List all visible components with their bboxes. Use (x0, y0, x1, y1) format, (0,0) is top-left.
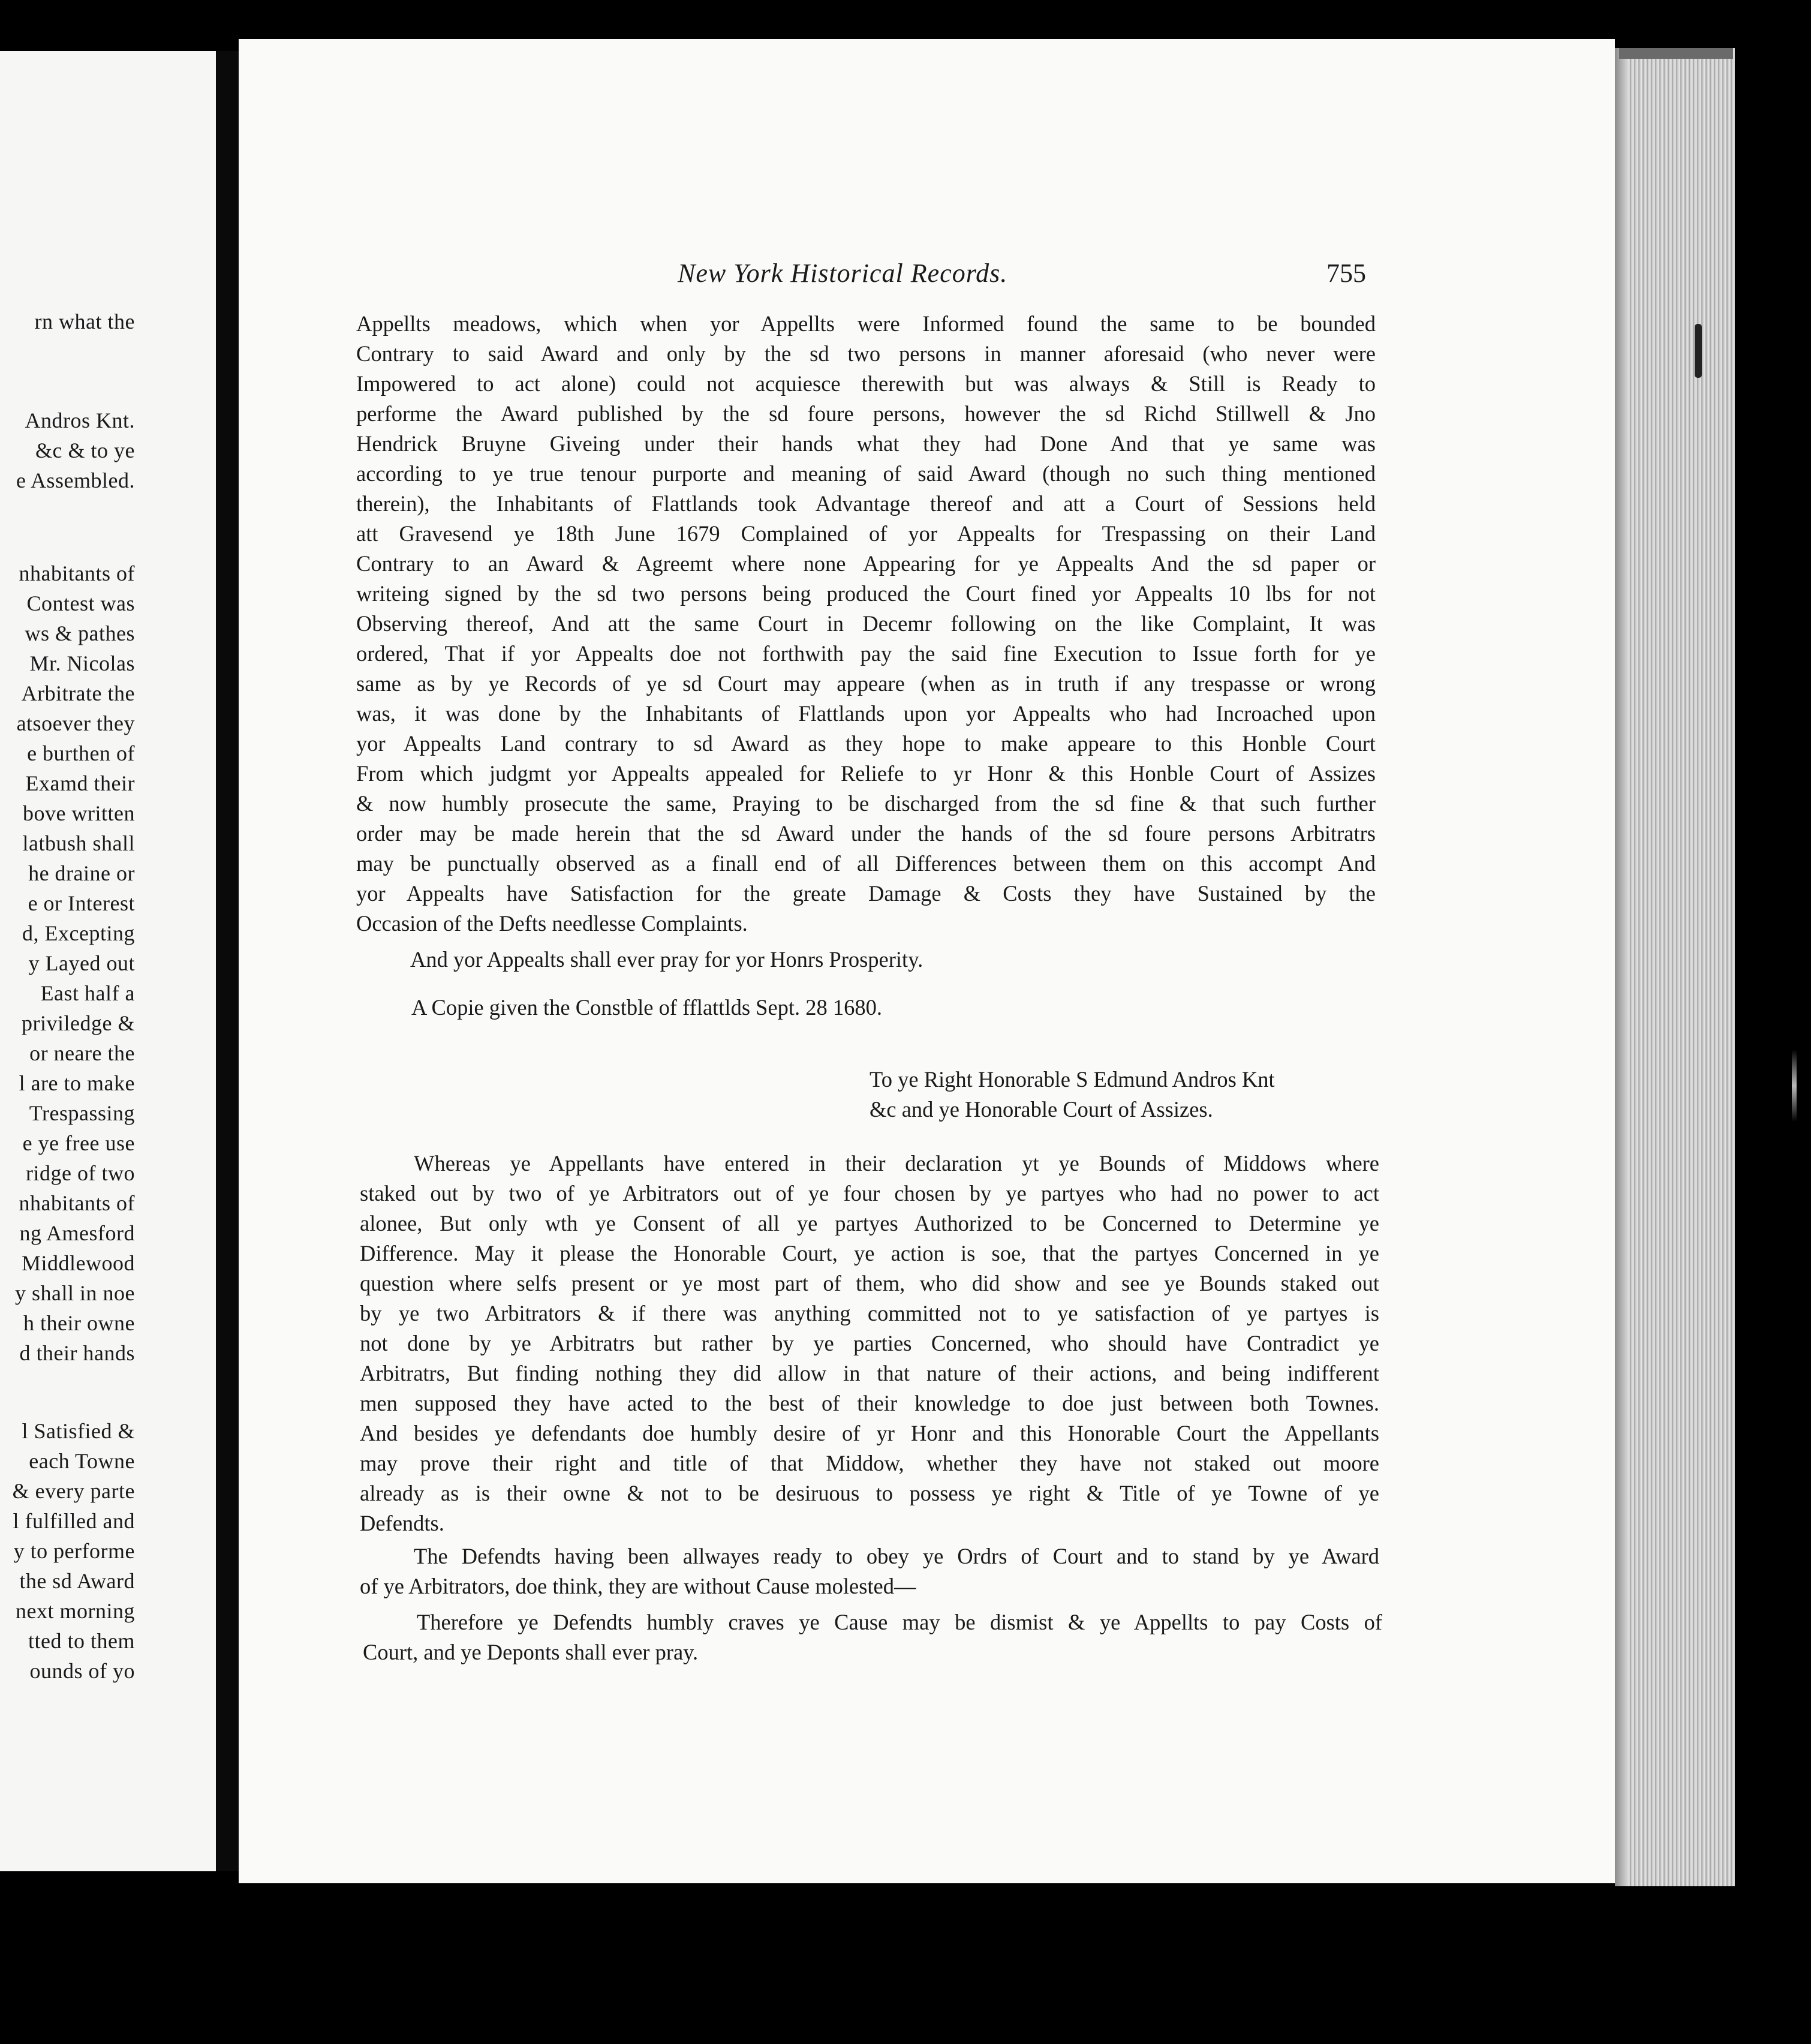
left-fragment: nhabitants of (19, 561, 135, 585)
text-line: was, it was done by the Inhabitants of Flattlands upon yor Appealts who had Incroached upon (356, 701, 1376, 726)
left-fragment: nhabitants of (19, 1191, 135, 1215)
left-fragment: he draine or (28, 861, 135, 885)
left-fragment: & every parte (12, 1479, 135, 1503)
left-fragment: Arbitrate the (21, 681, 135, 705)
text-line: Occasion of the Defts needlesse Complaints. (356, 911, 748, 936)
left-fragment: Middlewood (22, 1251, 135, 1275)
left-fragment: Trespassing (29, 1101, 135, 1125)
text-line: Observing thereof, And att the same Court in Decemr following on the like Complaint, It was (356, 611, 1376, 636)
left-fragment: e Assembled. (16, 468, 135, 492)
left-fragment: or neare the (29, 1041, 135, 1065)
left-fragment: &c & to ye (35, 438, 135, 462)
text-line: Contrary to an Award & Agreemt where none Appearing for ye Appealts And the sd paper or (356, 551, 1376, 576)
text-line: men supposed they have acted to the best of their knowledge to doe just between both Townes. (360, 1391, 1379, 1415)
text-line: Arbitratrs, But finding nothing they did allow in that nature of their actions, and being indifferent (360, 1361, 1379, 1385)
text-line: not done by ye Arbitratrs but rather by ye parties Concerned, who should have Contradict ye (360, 1331, 1379, 1355)
text-line: Impowered to act alone) could not acquiesce therewith but was always & Still is Ready to (356, 371, 1376, 396)
text-line: Whereas ye Appellants have entered in their declaration yt ye Bounds of Middows where (414, 1151, 1379, 1176)
page-edge-shadow (1615, 48, 1628, 1886)
text-line: already as is their owne & not to be desiruous to possess ye right & Title of ye Towne of ye (360, 1481, 1379, 1505)
left-fragment: bove written (23, 801, 135, 825)
left-fragment: e burthen of (27, 741, 135, 765)
text-line: order may be made herein that the sd Award under the hands of the sd foure persons Arbitratrs (356, 821, 1376, 846)
text-line: staked out by two of ye Arbitrators out of ye four chosen by ye partyes who had no power to act (360, 1181, 1379, 1206)
scan-border-mark (1792, 1050, 1797, 1122)
left-fragment: e or Interest (28, 891, 135, 915)
book-gutter (216, 51, 239, 1871)
left-fragment: Mr. Nicolas (29, 651, 135, 675)
left-fragment: tted to them (28, 1629, 135, 1653)
text-line: yor Appealts have Satisfaction for the greate Damage & Costs they have Sustained by the (356, 881, 1376, 906)
left-fragment: y to performe (13, 1539, 135, 1563)
text-line: att Gravesend ye 18th June 1679 Complained of yor Appealts for Trespassing on their Land (356, 521, 1376, 546)
copie-line: A Copie given the Constble of fflattlds Sept. 28 1680. (411, 995, 883, 1020)
left-fragment: priviledge & (22, 1011, 135, 1035)
text-line: writeing signed by the sd two persons being produced the Court fined yor Appealts 10 lbs for not (356, 581, 1376, 606)
left-fragment: ws & pathes (25, 621, 135, 645)
text-line: performe the Award published by the sd foure persons, however the sd Richd Stillwell & Jno (356, 401, 1376, 426)
text-line: of ye Arbitrators, doe think, they are without Cause molested— (360, 1574, 916, 1598)
text-line: Appellts meadows, which when yor Appellts were Informed found the same to be bounded (356, 311, 1376, 336)
left-fragment: Andros Knt. (25, 408, 135, 432)
text-line: question where selfs present or ye most part of them, who did show and see ye Bounds staked out (360, 1271, 1379, 1295)
text-line: may be punctually observed as a finall end of all Differences between them on this accompt And (356, 851, 1376, 876)
text-line: And besides ye defendants doe humbly desire of yr Honr and this Honorable Court the Appellants (360, 1421, 1379, 1445)
text-line: ordered, That if yor Appealts doe not forthwith pay the said fine Execution to Issue forth for ye (356, 641, 1376, 666)
left-fragment: y shall in noe (15, 1281, 135, 1305)
left-fragment: the sd Award (19, 1569, 135, 1593)
text-line: by ye two Arbitrators & if there was anything committed not to ye satisfaction of ye partyes is (360, 1301, 1379, 1325)
left-fragment: next morning (16, 1599, 135, 1623)
running-header (678, 258, 1373, 294)
left-fragment: y Layed out (28, 951, 135, 975)
left-fragment: l are to make (19, 1071, 135, 1095)
left-fragment: d their hands (19, 1341, 135, 1365)
left-fragment: each Towne (29, 1449, 135, 1473)
left-fragment: Contest was (26, 591, 135, 615)
left-fragment: d, Excepting (22, 921, 135, 945)
text-line: Defendts. (360, 1511, 444, 1535)
text-line: same as by ye Records of ye sd Court may appeare (when as in truth if any trespasse or wrong (356, 671, 1376, 696)
left-fragment: East half a (40, 981, 135, 1005)
left-fragment: e ye free use (22, 1131, 135, 1155)
text-line: alonee, But only wth ye Consent of all ye partyes Authorized to be Concerned to Determine ye (360, 1211, 1379, 1236)
left-fragment: latbush shall (22, 831, 135, 855)
address-line: &c and ye Honorable Court of Assizes. (870, 1097, 1213, 1122)
text-line: may prove their right and title of that Middow, whether they have not staked out moore (360, 1451, 1379, 1475)
left-fragment: ounds of yo (29, 1659, 135, 1683)
text-line: The Defendts having been allwayes ready to obey ye Ordrs of Court and to stand by ye Award (414, 1544, 1379, 1568)
text-line: yor Appealts Land contrary to sd Award as they hope to make appeare to this Honble Court (356, 731, 1376, 756)
text-line: Court, and ye Deponts shall ever pray. (363, 1640, 699, 1664)
left-fragment: Examd their (25, 771, 135, 795)
left-fragment: ridge of two (26, 1161, 135, 1185)
left-facing-page (0, 51, 216, 1871)
left-fragment: ng Amesford (19, 1221, 135, 1245)
text-line: From which judgmt yor Appealts appealed for Reliefe to yr Honr & this Honble Court of Assizes (356, 761, 1376, 786)
prayer-line: And yor Appealts shall ever pray for yor Honrs Prosperity. (410, 947, 923, 972)
left-fragment: atsoever they (16, 711, 135, 735)
text-line: according to ye true tenour purporte and meaning of said Award (though no such thing mentioned (356, 461, 1376, 486)
left-fragment: l fulfilled and (13, 1509, 135, 1533)
running-title: New York Historical Records. (678, 258, 1008, 288)
left-fragment: rn what the (34, 309, 135, 333)
left-fragment: h their owne (23, 1311, 135, 1335)
text-line: therein), the Inhabitants of Flattlands took Advantage thereof and att a Court of Sessions held (356, 491, 1376, 516)
bookmark-mark (1695, 324, 1702, 378)
page-edge-top (1619, 48, 1733, 59)
text-line: Therefore ye Defendts humbly craves ye Cause may be dismist & ye Appellts to pay Costs of (417, 1610, 1382, 1634)
text-line: Difference. May it please the Honorable Court, ye action is soe, that the partyes Concerned in ye (360, 1241, 1379, 1266)
text-line: Hendrick Bruyne Giveing under their hands what they had Done And that ye same was (356, 431, 1376, 456)
left-fragment: l Satisfied & (22, 1419, 135, 1443)
text-line: Contrary to said Award and only by the sd two persons in manner aforesaid (who never were (356, 341, 1376, 366)
page-edges (1615, 48, 1735, 1886)
text-line: & now humbly prosecute the same, Praying to be discharged from the sd fine & that such further (356, 791, 1376, 816)
address-line: To ye Right Honorable S Edmund Andros Knt (870, 1067, 1275, 1092)
page-number: 755 (1326, 258, 1366, 288)
